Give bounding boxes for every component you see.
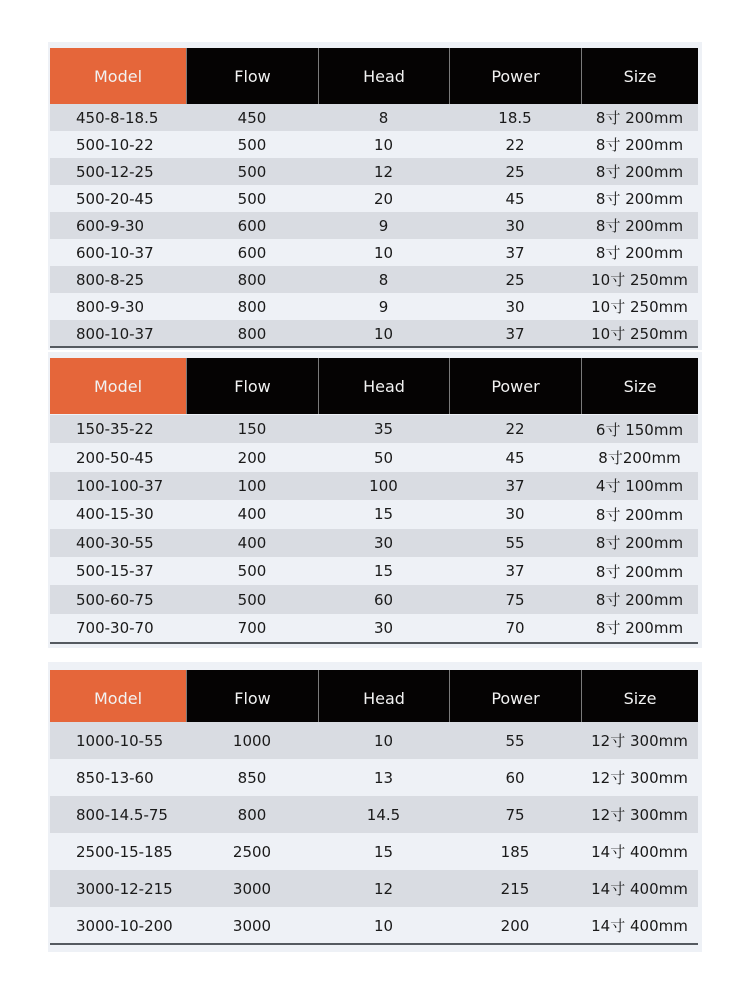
- cell-model: 450-8-18.5: [76, 108, 159, 127]
- table-row: [50, 293, 698, 320]
- cell-power: 75: [505, 590, 525, 609]
- cell-power: 22: [505, 135, 525, 154]
- cell-model: 800-14.5-75: [76, 805, 168, 824]
- cell-flow: 150: [237, 420, 267, 439]
- table-bottom-rule: [50, 642, 698, 644]
- cell-head: 8: [378, 270, 389, 289]
- cell-head: 10: [373, 731, 394, 750]
- table-row: [50, 131, 698, 158]
- cell-power: 37: [505, 324, 525, 343]
- cell-model: 500-10-22: [76, 135, 154, 154]
- table-row: [50, 239, 698, 266]
- cell-model: 800-10-37: [76, 324, 154, 343]
- table-row: [50, 557, 698, 585]
- cell-flow: 800: [237, 324, 267, 343]
- cell-flow: 100: [237, 476, 267, 495]
- col-header-flow: Flow: [186, 358, 318, 414]
- table-header: [50, 358, 702, 414]
- table-row: [50, 266, 698, 293]
- cell-model: 1000-10-55: [76, 731, 164, 750]
- table-row: [50, 759, 698, 796]
- cell-model: 500-60-75: [76, 590, 154, 609]
- cell-model: 3000-12-215: [76, 879, 173, 898]
- table-header: [50, 670, 702, 726]
- col-header-model: Model: [50, 48, 186, 104]
- cell-model: 500-15-37: [76, 562, 154, 581]
- cell-power: 25: [505, 162, 525, 181]
- col-header-head: Head: [318, 48, 449, 104]
- cell-model: 3000-10-200: [76, 916, 173, 935]
- cell-model: 200-50-45: [76, 448, 154, 467]
- cell-head: 100: [369, 476, 398, 495]
- cell-head: 60: [373, 590, 394, 609]
- table-row: [50, 415, 698, 443]
- cell-model: 150-35-22: [76, 420, 154, 439]
- cell-size: 10寸 250mm: [591, 298, 688, 316]
- cell-flow: 3000: [232, 879, 272, 898]
- table-row: [50, 529, 698, 557]
- cell-power: 18.5: [498, 108, 532, 127]
- cell-power: 200: [500, 916, 530, 935]
- cell-size: 8寸 200mm: [595, 217, 684, 235]
- cell-model: 500-20-45: [76, 189, 154, 208]
- cell-size: 8寸 200mm: [595, 190, 684, 208]
- cell-model: 400-30-55: [76, 533, 154, 552]
- cell-flow: 400: [237, 505, 267, 524]
- cell-flow: 3000: [232, 916, 272, 935]
- cell-power: 215: [500, 879, 530, 898]
- cell-power: 55: [505, 533, 525, 552]
- table-row: [50, 158, 698, 185]
- cell-head: 15: [373, 562, 394, 581]
- cell-size: 8寸 200mm: [595, 619, 684, 638]
- cell-power: 185: [500, 842, 530, 861]
- col-header-flow: Flow: [186, 670, 318, 726]
- table-row: [50, 185, 698, 212]
- cell-flow: 2500: [232, 842, 272, 861]
- col-header-size: Size: [581, 48, 698, 104]
- table-body: [50, 415, 698, 642]
- col-header-size: Size: [581, 670, 698, 726]
- cell-size: 6寸 150mm: [595, 420, 684, 439]
- cell-power: 30: [505, 297, 525, 316]
- cell-power: 22: [505, 420, 525, 439]
- table-bottom-rule: [50, 346, 698, 348]
- cell-flow: 850: [237, 768, 267, 787]
- table-row: [50, 907, 698, 944]
- col-header-model: Model: [50, 670, 186, 726]
- cell-model: 700-30-70: [76, 618, 154, 637]
- col-header-flow: Flow: [186, 48, 318, 104]
- cell-power: 60: [505, 768, 525, 787]
- cell-size: 8寸 200mm: [595, 109, 684, 127]
- col-header-model: Model: [50, 358, 186, 414]
- cell-flow: 500: [237, 590, 267, 609]
- cell-flow: 400: [237, 533, 267, 552]
- cell-head: 10: [373, 916, 394, 935]
- cell-power: 30: [505, 216, 525, 235]
- cell-size: 10寸 250mm: [591, 325, 688, 343]
- cell-model: 600-10-37: [76, 243, 154, 262]
- table-bottom-rule: [50, 943, 698, 945]
- cell-size: 12寸 300mm: [591, 769, 688, 787]
- cell-head: 12: [373, 879, 394, 898]
- table-row: [50, 320, 698, 347]
- cell-head: 12: [373, 162, 394, 181]
- cell-head: 20: [373, 189, 394, 208]
- cell-flow: 800: [237, 270, 267, 289]
- col-header-size: Size: [581, 358, 698, 414]
- table-row: [50, 500, 698, 528]
- col-header-power: Power: [449, 358, 581, 414]
- cell-size: 14寸 400mm: [591, 917, 688, 935]
- cell-size: 8寸 200mm: [595, 163, 684, 181]
- spec-table-3: [48, 662, 702, 952]
- cell-flow: 200: [237, 448, 267, 467]
- table-row: [50, 212, 698, 239]
- cell-head: 10: [373, 324, 394, 343]
- col-header-power: Power: [449, 48, 581, 104]
- cell-flow: 700: [237, 618, 267, 637]
- cell-size: 8寸 200mm: [595, 505, 684, 524]
- cell-size: 10寸 250mm: [591, 271, 688, 289]
- col-header-head: Head: [318, 670, 449, 726]
- table-row: [50, 722, 698, 759]
- cell-head: 8: [378, 108, 389, 127]
- cell-flow: 500: [237, 135, 267, 154]
- cell-model: 2500-15-185: [76, 842, 173, 861]
- table-row: [50, 614, 698, 642]
- cell-size: 4寸 100mm: [595, 477, 684, 496]
- cell-flow: 500: [237, 562, 267, 581]
- table-header: [50, 48, 702, 104]
- table-body: [50, 104, 698, 347]
- table-row: [50, 870, 698, 907]
- col-header-power: Power: [449, 670, 581, 726]
- spec-table-1: [48, 42, 702, 350]
- cell-power: 75: [505, 805, 525, 824]
- cell-size: 8寸 200mm: [595, 136, 684, 154]
- cell-power: 37: [505, 476, 525, 495]
- spec-table-2: [48, 352, 702, 648]
- cell-power: 25: [505, 270, 525, 289]
- cell-head: 35: [373, 420, 394, 439]
- cell-head: 30: [373, 533, 394, 552]
- cell-model: 850-13-60: [76, 768, 154, 787]
- cell-head: 15: [373, 505, 394, 524]
- cell-flow: 800: [237, 805, 267, 824]
- cell-size: 8寸 200mm: [595, 534, 684, 553]
- cell-size: 14寸 400mm: [591, 880, 688, 898]
- cell-power: 45: [505, 189, 525, 208]
- cell-head: 30: [373, 618, 394, 637]
- cell-head: 9: [378, 216, 389, 235]
- cell-head: 9: [378, 297, 389, 316]
- cell-flow: 500: [237, 189, 267, 208]
- cell-size: 8寸 200mm: [595, 244, 684, 262]
- cell-head: 13: [373, 768, 394, 787]
- cell-size: 8寸 200mm: [595, 591, 684, 610]
- cell-power: 37: [505, 243, 525, 262]
- cell-flow: 450: [237, 108, 267, 127]
- cell-flow: 1000: [232, 731, 272, 750]
- cell-head: 14.5: [366, 805, 401, 824]
- cell-model: 800-8-25: [76, 270, 145, 289]
- cell-power: 30: [505, 505, 525, 524]
- col-header-head: Head: [318, 358, 449, 414]
- cell-head: 50: [373, 448, 394, 467]
- table-row: [50, 833, 698, 870]
- cell-head: 10: [373, 135, 394, 154]
- cell-size: 12寸 300mm: [591, 806, 688, 824]
- table-body: [50, 722, 698, 944]
- cell-model: 500-12-25: [76, 162, 154, 181]
- cell-flow: 600: [237, 243, 267, 262]
- table-row: [50, 443, 698, 471]
- cell-power: 55: [505, 731, 525, 750]
- table-row: [50, 472, 698, 500]
- cell-power: 45: [505, 448, 525, 467]
- cell-power: 37: [505, 562, 525, 581]
- cell-size: 8寸200mm: [598, 449, 681, 468]
- cell-flow: 800: [237, 297, 267, 316]
- table-row: [50, 585, 698, 613]
- cell-flow: 500: [237, 162, 267, 181]
- cell-size: 14寸 400mm: [591, 843, 688, 861]
- cell-model: 800-9-30: [76, 297, 145, 316]
- cell-head: 10: [373, 243, 394, 262]
- cell-size: 8寸 200mm: [595, 562, 684, 581]
- cell-model: 100-100-37: [76, 476, 164, 495]
- table-row: [50, 104, 698, 131]
- cell-model: 600-9-30: [76, 216, 145, 235]
- cell-size: 12寸 300mm: [591, 732, 688, 750]
- cell-power: 70: [505, 618, 525, 637]
- cell-head: 15: [373, 842, 394, 861]
- cell-model: 400-15-30: [76, 505, 154, 524]
- cell-flow: 600: [237, 216, 267, 235]
- table-row: [50, 796, 698, 833]
